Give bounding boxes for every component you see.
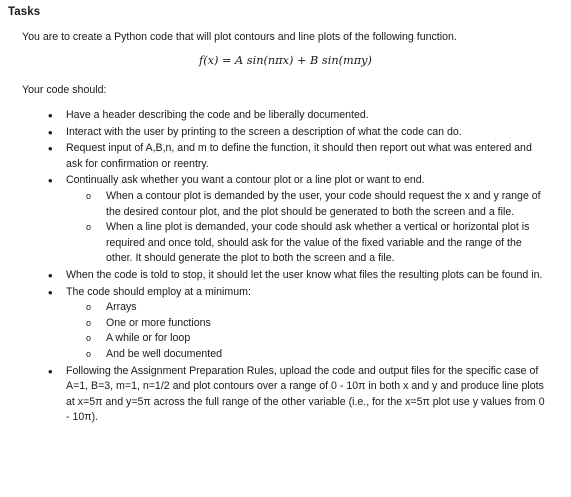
item-text: When the code is told to stop, it should let the user know what files the resulting plots can be found in. [66, 268, 543, 281]
item-text: When a contour plot is demanded by the user, your code should request the x and y range of the desired contour plot, and the plot should be generated to both the screen and a file. [106, 189, 541, 218]
list-item [48, 364, 551, 426]
list-item [48, 268, 551, 284]
item-text: When a line plot is demanded, your code should ask whether a vertical or horizontal plot is required and once told, should ask for the value of the fixed variable and the range of the other. It should generate the plot to both the screen and a file. [106, 221, 530, 265]
sub-list-item [66, 316, 551, 332]
list-item [48, 173, 551, 267]
list-item [48, 125, 551, 141]
item-text: Continually ask whether you want a contour plot or a line plot or want to end. [66, 174, 425, 187]
item-text: And be well documented [106, 347, 223, 360]
sub-list-item [66, 220, 551, 267]
formula-text: f(x) = A sin(nπx) + B sin(mπy) [199, 54, 372, 67]
item-text: Interact with the user by printing to the screen a description of what the code can do. [66, 125, 462, 138]
sub-list [66, 189, 551, 267]
requirements-heading: Your code should: [22, 84, 107, 96]
item-text: The code should employ at a minimum: [66, 285, 251, 298]
requirements-list [48, 108, 551, 427]
sub-list-item [66, 300, 551, 316]
sub-list [66, 300, 551, 362]
list-item [48, 285, 551, 363]
item-text: A while or for loop [106, 332, 191, 345]
item-text: Request input of A,B,n, and m to define the function, it should then report out what was entered and ask for confirmation or reentry. [66, 142, 532, 170]
item-text: Have a header describing the code and be liberally documented. [66, 109, 369, 121]
item-text: Following the Assignment Preparation Rules, upload the code and output files for the specific case of A=1, B=3, m=1, n=1/2 and plot contours over a range of 0 - 10π in both x and y and produce line plots at x=5π and y=5π across the full range of the other variable (i.e., for the x=5π plot use y values from 0 - 10π). [66, 364, 545, 424]
sub-list-item [66, 189, 551, 220]
intro-paragraph: You are to create a Python code that will plot contours and line plots of the following function. [22, 31, 457, 43]
list-item [48, 141, 551, 172]
page-title: Tasks [8, 6, 41, 18]
item-text: Arrays [106, 301, 137, 314]
sub-list-item [66, 331, 551, 347]
sub-list-item [66, 347, 551, 363]
function-formula [0, 53, 571, 69]
item-text: One or more functions [106, 316, 211, 329]
list-item [48, 108, 551, 124]
